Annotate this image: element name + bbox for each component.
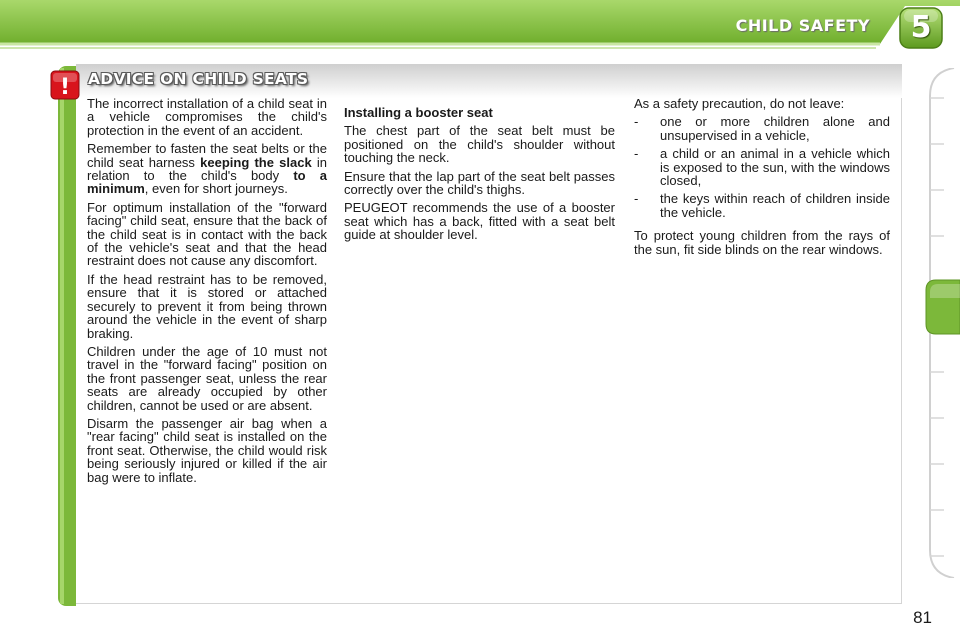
list-item	[634, 115, 890, 142]
svg-text:!: !	[59, 75, 71, 100]
section-title: ADVICE ON CHILD SEATS	[88, 70, 309, 88]
paragraph-seat-belts	[87, 142, 327, 196]
warning-exclamation-icon	[50, 70, 80, 100]
chapter-tabs	[924, 68, 960, 578]
chapter-title: CHILD SAFETY	[735, 16, 870, 35]
paragraph-lap-belt: Ensure that the lap part of the seat belt passes correctly over the child's thighs.	[344, 168, 615, 198]
text-column-left	[87, 97, 327, 489]
paragraph-safety-precaution: As a safety precaution, do not leave:	[634, 96, 845, 111]
emphasis-keeping-slack: keeping the slack	[200, 154, 312, 170]
list-item-text: the keys within reach of children inside the vehicle.	[660, 191, 890, 220]
paragraph-disarm-air-bag: Disarm the passenger air bag when a "rear facing" child seat is installed on the front seat. Otherwise, the child would risk being seriously injured or killed if the air bag were to inflate.	[87, 415, 327, 485]
list-item	[634, 192, 890, 219]
accent-side-bar-highlight	[60, 68, 64, 604]
chapter-number: 5	[910, 10, 932, 45]
text-run: Remember to fasten the seat belts or the child seat harness	[87, 141, 327, 170]
paragraph-incorrect-installation: The incorrect installation of a child seat in a vehicle compromises the child's protection in the event of an accident.	[87, 96, 327, 138]
dash-bullet: -	[634, 114, 639, 130]
paragraph-side-blinds: To protect young children from the rays of the sun, fit side blinds on the rear windows.	[634, 228, 890, 257]
text-column-right	[634, 97, 890, 261]
paragraph-chest-belt: The chest part of the seat belt must be positioned on the child's shoulder without touching the neck.	[344, 123, 615, 166]
list-item	[634, 147, 890, 187]
paragraph-head-restraint: If the head restraint has to be removed, ensure that it is stored or attached securely to prevent it from being thrown around the vehicle in the event of sharp braking.	[87, 271, 327, 341]
dash-bullet: -	[634, 146, 639, 162]
list-item-text: a child or an animal in a vehicle which is exposed to the sun, with the windows closed,	[660, 146, 890, 189]
paragraph-optimum-installation: For optimum installation of the "forward facing" child seat, ensure that the back of the child seat is in contact with the back of the vehicle's seat and that the head restraint does not cause any discomfort.	[87, 199, 327, 269]
dash-bullet: -	[634, 191, 639, 207]
subheading-booster-seat: Installing a booster seat	[344, 105, 493, 120]
text-column-middle	[344, 106, 615, 247]
precaution-list	[634, 115, 890, 219]
paragraph-children-under-10: Children under the age of 10 must not travel in the "forward facing" position on the front passenger seat, unless the rear seats are already occupied by other children, cannot be used or are absent.	[87, 343, 327, 413]
list-item-text: one or more children alone and unsupervised in a vehicle,	[660, 114, 890, 143]
text-run: , even for short journeys.	[144, 181, 288, 197]
text-run: in relation to the child's body	[87, 154, 327, 184]
paragraph-peugeot-recommends: PEUGEOT recommends the use of a booster seat which has a back, fitted with a seat belt guide at shoulder level.	[344, 200, 615, 243]
page-number: 81	[913, 608, 932, 627]
emphasis-to-minimum: to a minimum	[87, 168, 327, 197]
